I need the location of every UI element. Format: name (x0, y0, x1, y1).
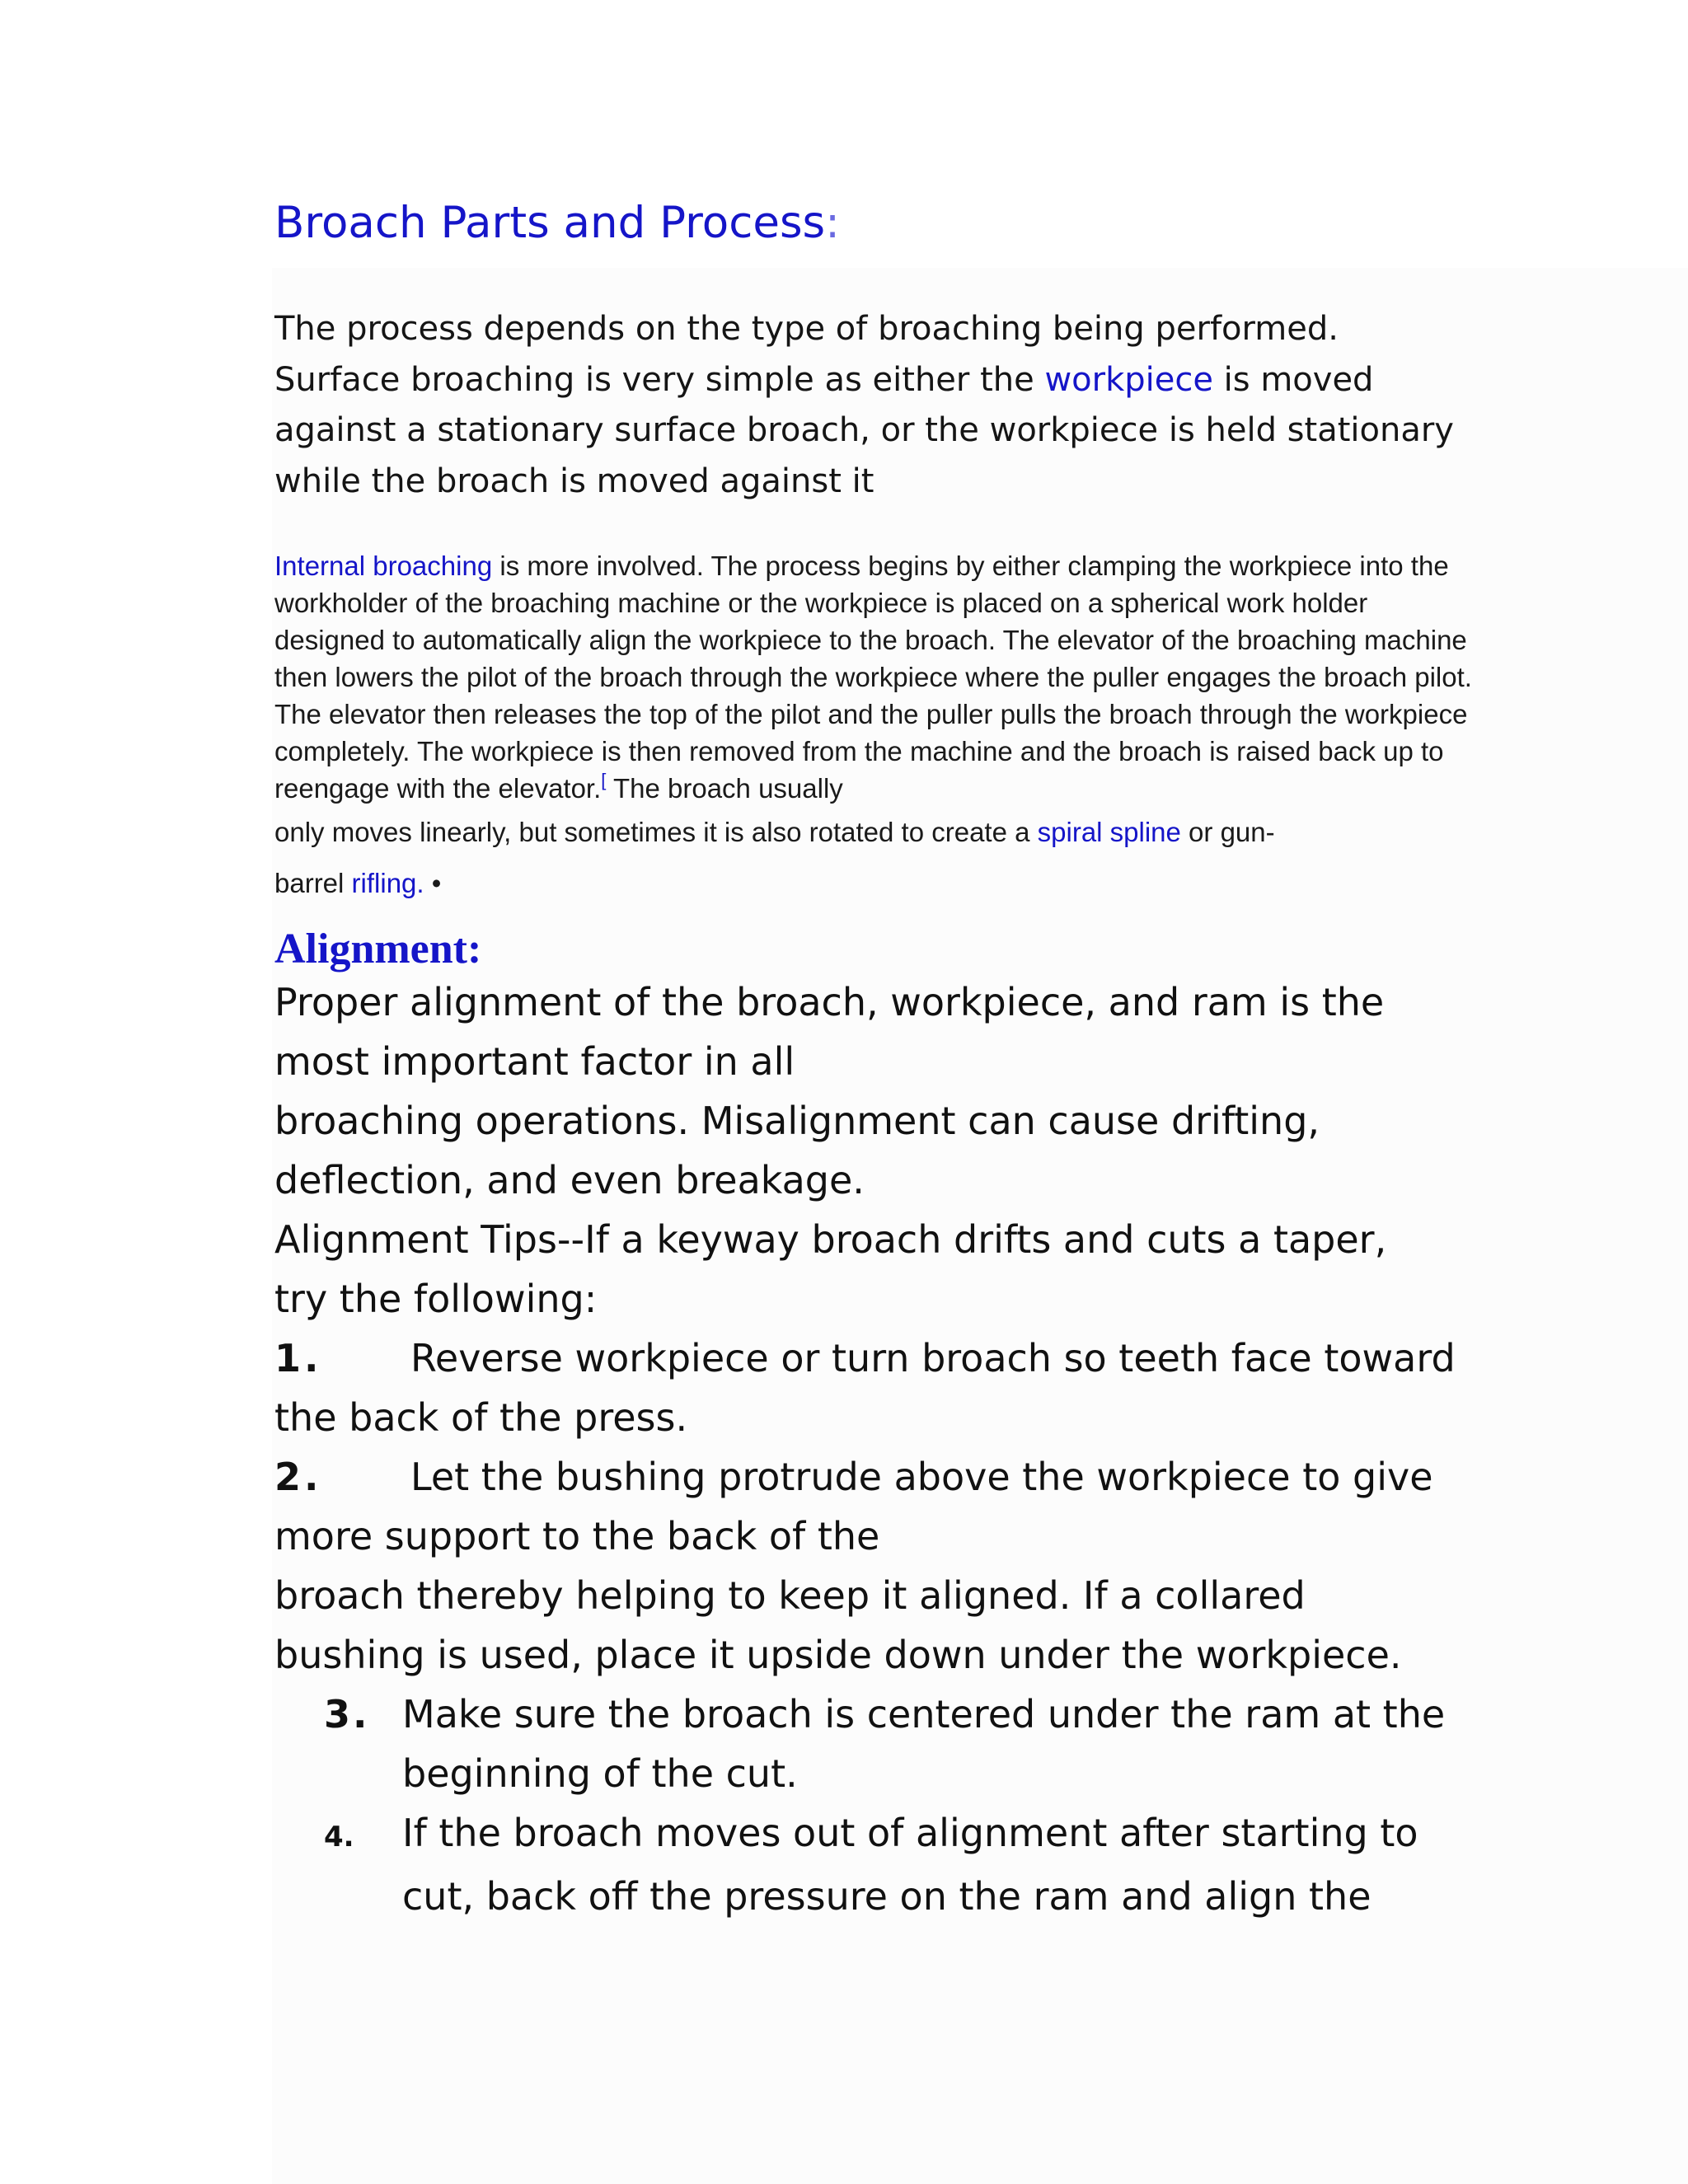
list-item-text: Let the bushing protrude above the workpiece to give (410, 1455, 1433, 1499)
alignment-line: try the following: (274, 1277, 598, 1321)
internal-line-rifling (274, 858, 1478, 909)
list-item-1 (274, 1329, 1478, 1388)
spiral-spline-link[interactable]: spiral spline (1037, 817, 1181, 847)
list-item-2-continued: more support to the back of the (274, 1514, 880, 1558)
alignment-body (274, 972, 1478, 1926)
list-item-2 (274, 1447, 1478, 1507)
internal-line-spiral (274, 807, 1478, 858)
list-number: 2. (274, 1455, 322, 1499)
alignment-line: most important factor in all (274, 1039, 795, 1084)
list-item-2-continued: broach thereby helping to keep it aligned. If a collared (274, 1573, 1306, 1618)
internal-text-2: The broach usually (606, 773, 843, 804)
alignment-line: broaching operations. Misalignment can cause drifting, (274, 1099, 1320, 1143)
list-number: 3. (324, 1692, 370, 1736)
list-item-4-continued: cut, back off the pressure on the ram and align the (402, 1874, 1372, 1919)
internal-text-4: or gun- (1180, 817, 1275, 847)
list-item-3 (274, 1685, 1478, 1744)
list-item-2-continued: bushing is used, place it upside down under the workpiece. (274, 1633, 1402, 1677)
intro-text-2: is moved against a stationary surface broach, or the workpiece is held stationary while the broach is moved against it (274, 360, 1454, 500)
alignment-line: deflection, and even breakage. (274, 1158, 865, 1202)
list-item-4 (274, 1803, 1478, 1867)
section-heading (274, 198, 840, 248)
list-item-text: Make sure the broach is centered under the ram at the (402, 1692, 1446, 1736)
internal-text-1: is more involved. The process begins by either clamping the workpiece into the workholder of the broaching machine or the workpiece is placed on a spherical work holder designed to automatically align the workpiece to the broach. The elevator of the broaching machine then lowers the pilot of the broach through the workpiece where the puller engages the broach pilot. The elevator then releases the top of the pilot and the puller pulls the broach through the workpiece completely. The workpiece is then removed from the machine and the broach is raised back up to reengage with the elevator. (274, 551, 1472, 804)
list-item-text: Reverse workpiece or turn broach so teeth face toward (410, 1336, 1456, 1380)
intro-paragraph (274, 304, 1461, 507)
bullet-mark: • (424, 868, 442, 898)
internal-text-3: only moves linearly, but sometimes it is also rotated to create a (274, 817, 1038, 847)
workpiece-link[interactable]: workpiece (1044, 360, 1213, 399)
alignment-line: Alignment Tips--If a keyway broach drifts and cuts a taper, (274, 1217, 1387, 1262)
alignment-heading: Alignment: (274, 926, 482, 972)
list-item-text: If the broach moves out of alignment after starting to (402, 1811, 1418, 1855)
footnote-link[interactable]: [ (601, 770, 607, 790)
list-item-3-continued: beginning of the cut. (402, 1751, 798, 1796)
heading-text: Broach Parts and Process (274, 198, 826, 248)
alignment-line: Proper alignment of the broach, workpiece, and ram is the (274, 980, 1385, 1024)
rifling-link[interactable]: rifling. (351, 868, 424, 898)
internal-broaching-link[interactable]: Internal broaching (274, 551, 493, 581)
intro-text-1: The process depends on the type of broaching being performed. Surface broaching is very simple as either the (274, 310, 1339, 399)
internal-broaching-paragraph (274, 547, 1478, 909)
list-number: 4. (324, 1821, 354, 1854)
list-number: 1. (274, 1336, 322, 1380)
internal-text-5: barrel (274, 868, 352, 898)
heading-colon: : (825, 198, 841, 248)
list-item-1-continued: the back of the press. (274, 1395, 688, 1440)
